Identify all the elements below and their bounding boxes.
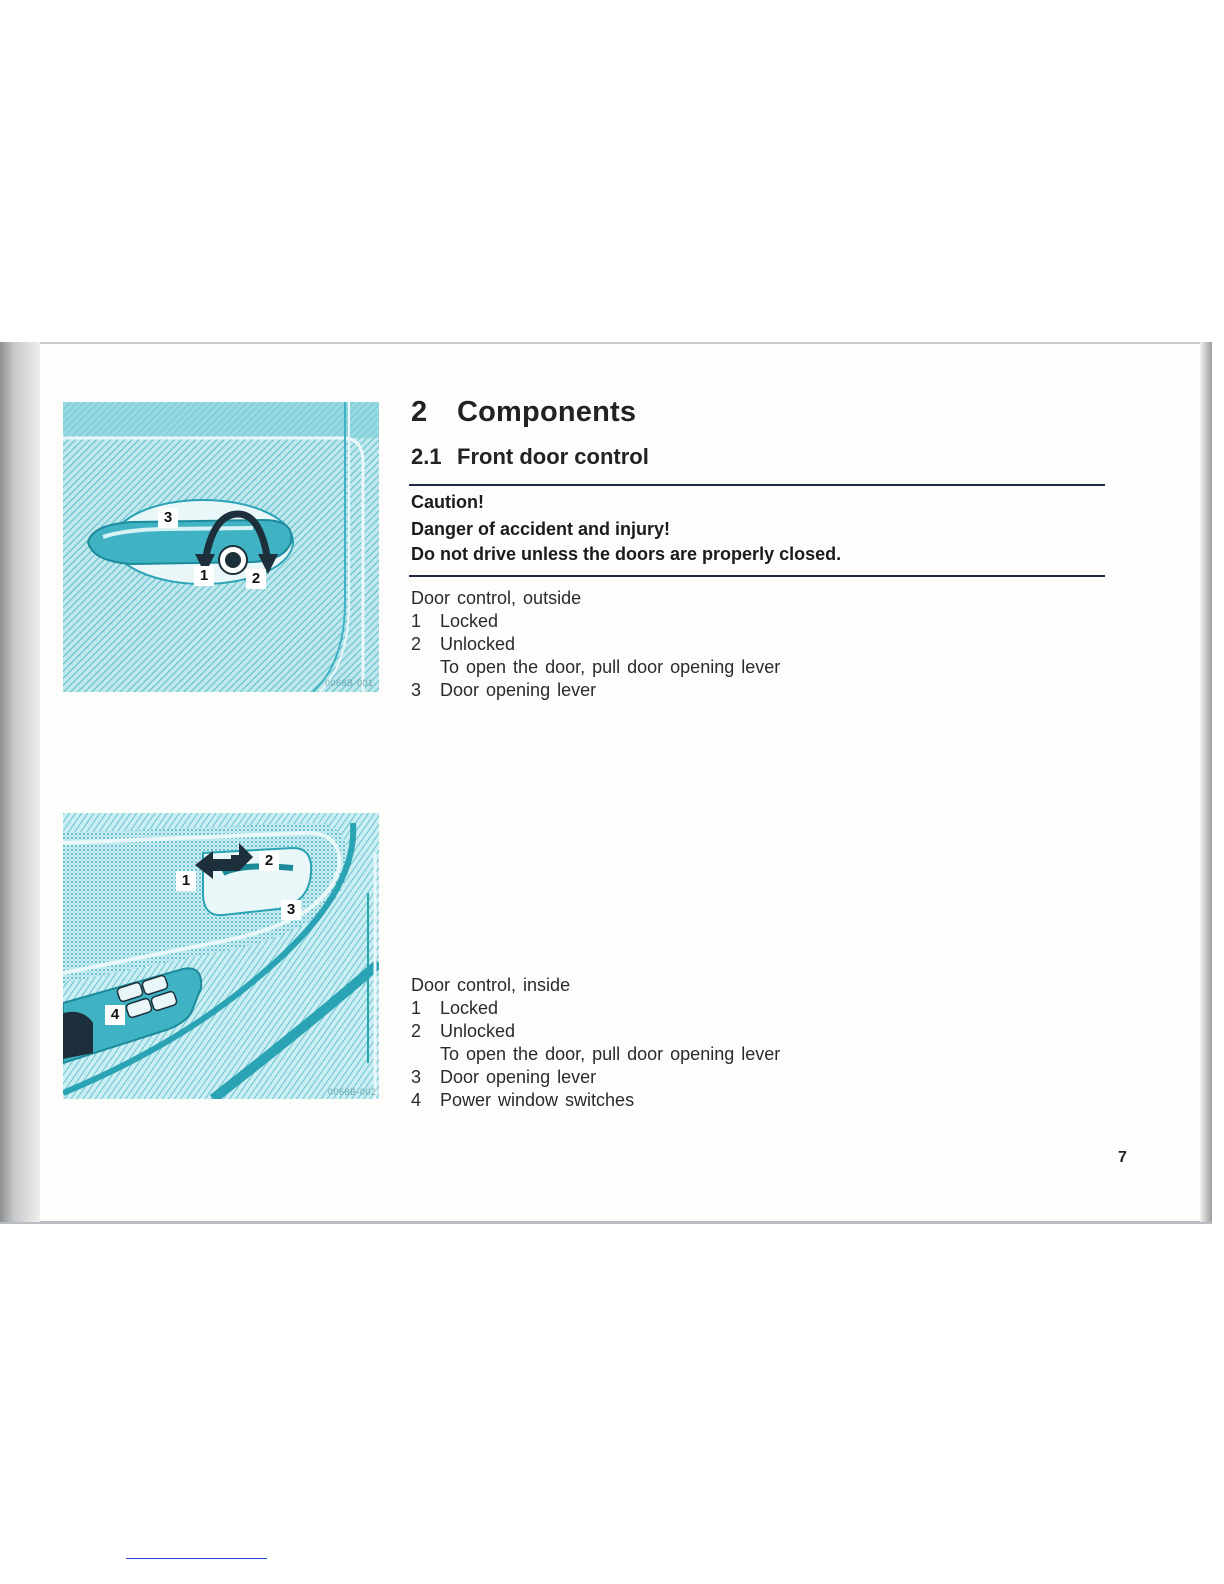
stray-underline: [126, 1558, 267, 1559]
callout-1: 1: [194, 566, 214, 586]
caution-heading: Caution!: [411, 492, 484, 512]
callout-2: 2: [246, 569, 266, 589]
figure-code: 0068B-001: [325, 678, 374, 688]
list-item: 1 Locked: [411, 611, 499, 631]
list-item: 2 Unlocked: [411, 1021, 516, 1041]
caution-bottom-rule: [409, 575, 1105, 577]
caution-top-rule: [409, 484, 1105, 486]
caution-line-2: Do not drive unless the doors are properly closed.: [411, 544, 842, 564]
list-title: Door control, outside: [411, 588, 582, 608]
inside-panel-illustration: [63, 813, 379, 1099]
list-item: 1 Locked: [411, 998, 499, 1018]
chapter-number: 2: [411, 396, 428, 428]
callout-3: 3: [158, 508, 178, 528]
list-item: 3 Door opening lever: [411, 1067, 597, 1087]
section-title: Front door control: [457, 444, 649, 469]
list-item: 4 Power window switches: [411, 1090, 635, 1110]
caution-line-1: Danger of accident and injury!: [411, 519, 671, 539]
page-number: 7: [1118, 1149, 1127, 1166]
figure-code: 0068B-002: [328, 1087, 377, 1097]
list-title: Door control, inside: [411, 975, 571, 995]
inside-control-list: [411, 974, 780, 1112]
list-item-note: To open the door, pull door opening lever: [440, 1044, 781, 1064]
section-heading: [411, 444, 649, 470]
list-item-note: To open the door, pull door opening lever: [440, 657, 781, 677]
page-edge: [1200, 342, 1212, 1222]
callout-2: 2: [259, 851, 279, 871]
chapter-heading: [411, 396, 636, 429]
outside-control-list: [411, 587, 780, 702]
figure-inside-door-panel: [63, 813, 379, 1099]
figure-outside-door-handle: [63, 402, 379, 692]
section-number: 2.1: [411, 444, 442, 469]
list-item: 2 Unlocked: [411, 634, 516, 654]
book-spine-shadow: [0, 342, 40, 1222]
callout-1: 1: [176, 871, 196, 891]
callout-3: 3: [281, 900, 301, 920]
outside-handle-illustration: [63, 402, 379, 692]
chapter-title: Components: [457, 396, 637, 428]
list-item: 3 Door opening lever: [411, 680, 597, 700]
callout-4: 4: [105, 1005, 125, 1025]
